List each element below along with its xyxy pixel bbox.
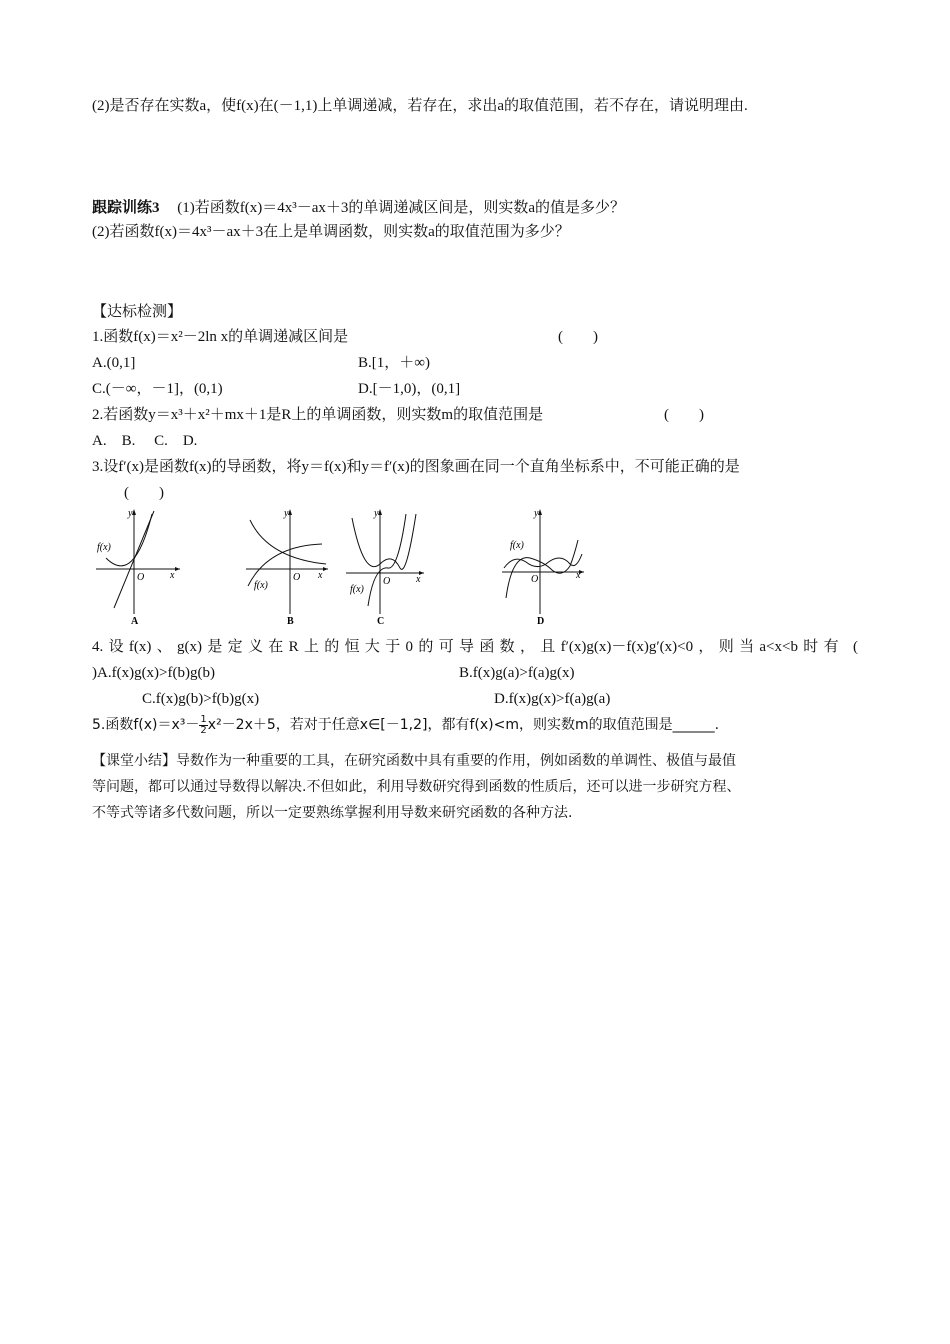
check-q5-suffix: x²－2x＋5，若对于任意x∈[－1,2]，都有f(x)<m，则实数m的取值范围是______.: [207, 717, 720, 733]
check-q1-paren: ( ): [558, 329, 598, 345]
fraction-denominator: 2: [200, 724, 207, 736]
fraction-one-half: [199, 715, 207, 736]
check-q1: 1.函数f(x)＝x²－2ln x的单调递减区间是: [92, 329, 349, 345]
graph-d-x-label: x: [576, 570, 581, 581]
check-q4: 4.设f(x)、g(x)是定义在R上的恒大于0的可导函数，且f′(x)g(x)－f(x)g′(x)<0，则当a<x<b时有 (: [92, 639, 858, 655]
check-q3: 3.设f′(x)是函数f(x)的导函数，将y＝f(x)和y＝f′(x)的图象画在同一个直角坐标系中，不可能正确的是: [92, 459, 740, 475]
summary-line-1: 【课堂小结】导数作为一种重要的工具，在研究函数中具有重要的作用，例如函数的单调性、极值与最值: [92, 753, 736, 769]
graph-c-origin-label: O: [383, 576, 391, 587]
check-q2: 2.若函数y＝x³＋x²＋mx＋1是R上的单调函数，则实数m的取值范围是: [92, 407, 544, 423]
trace-training-3: [92, 198, 625, 218]
graph-b: [238, 506, 332, 628]
graph-b-y-label: y: [284, 508, 289, 519]
graph-a-letter: A: [131, 616, 139, 627]
graph-a-y-label: y: [128, 508, 133, 519]
graph-a-origin-label: O: [137, 572, 145, 583]
check-q5-prefix: 5.函数f(x)＝x³－: [92, 717, 200, 733]
graph-b-origin-label: O: [293, 572, 301, 583]
check-q4-option-d: D.f(x)g(x)>f(a)g(a): [494, 691, 611, 707]
graph-b-fx-label: f(x): [254, 580, 268, 591]
check-q4-option-c: C.f(x)g(b)>f(b)g(x): [142, 691, 260, 707]
trace-title: 跟踪训练3: [92, 200, 160, 216]
graph-c-x-label: x: [416, 574, 421, 585]
check-q4-option-b: B.f(x)g(a)>f(a)g(x): [459, 665, 575, 681]
graph-d-y-label: y: [534, 508, 539, 519]
graph-a: [94, 506, 184, 628]
check-q2-paren: ( ): [664, 407, 704, 423]
check-q4-option-a: )A.f(x)g(x)>f(b)g(b): [92, 665, 215, 681]
trace-part-1: (1)若函数f(x)＝4x³－ax＋3的单调递减区间是，则实数a的值是多少？: [177, 200, 626, 216]
check-q1-option-b: B.[1，＋∞): [358, 355, 430, 371]
check-q1-option-d: D.[－1,0)，(0,1]: [358, 381, 461, 397]
check-q2-options: A. B. C. D.: [92, 433, 198, 449]
check-q1-option-c: C.(－∞，－1]，(0,1): [92, 381, 223, 397]
graph-d-fx-label: f(x): [510, 540, 524, 551]
graph-c-letter: C: [377, 616, 385, 627]
graph-c: [344, 506, 428, 628]
check-heading: 【达标检测】: [92, 304, 183, 320]
check-q5: [92, 713, 719, 737]
fraction-numerator: 1: [200, 713, 207, 725]
graph-d-letter: D: [537, 616, 545, 627]
graph-b-letter: B: [287, 616, 294, 627]
graph-a-x-label: x: [170, 570, 175, 581]
summary-line-3: 不等式等诸多代数问题，所以一定要熟练掌握利用导数来研究函数的各种方法.: [92, 805, 573, 821]
check-q1-option-a: A.(0,1]: [92, 355, 136, 371]
graph-c-fx-label: f(x): [350, 584, 364, 595]
check-q3-paren: ( ): [124, 485, 164, 501]
graph-d: [500, 506, 588, 628]
trace-part-2: (2)若函数f(x)＝4x³－ax＋3在上是单调函数，则实数a的取值范围为多少？: [92, 224, 570, 240]
graph-a-fx-label: f(x): [97, 542, 111, 553]
summary-line-2: 等问题，都可以通过导数得以解决.不但如此，利用导数研究得到函数的性质后，还可以进一步研究方程、: [92, 779, 741, 795]
question-2-text: (2)是否存在实数a，使f(x)在(－1,1)上单调递减，若存在，求出a的取值范围，若不存在，请说明理由.: [92, 98, 748, 114]
graph-b-x-label: x: [318, 570, 323, 581]
graph-c-y-label: y: [374, 508, 379, 519]
graph-d-origin-label: O: [531, 574, 539, 585]
